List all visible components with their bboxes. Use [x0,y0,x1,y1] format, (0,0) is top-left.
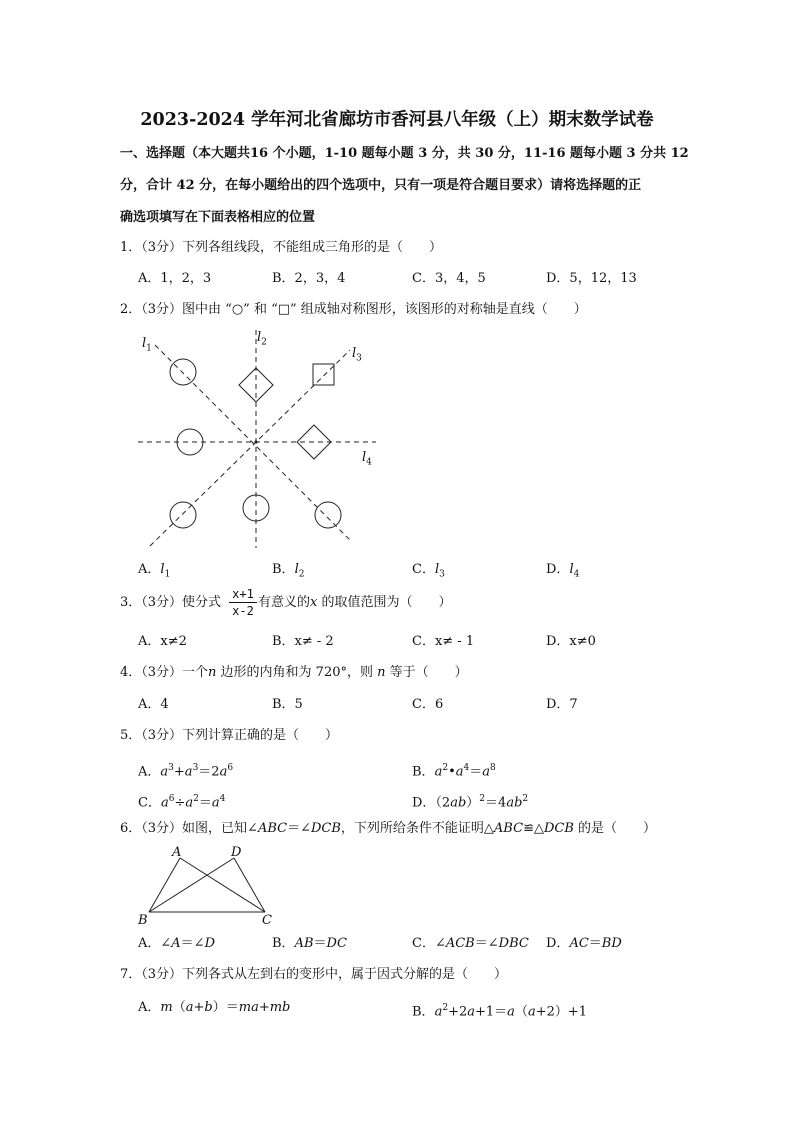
circle-shape-top-left [170,359,196,385]
section-heading-line1: 一、选择题（本大题共16 个小题，1-10 题每小题 3 分，共 30 分，11-16 题每小题 3 分共 12 [120,146,689,161]
q3-stem-prefix: 3．（3分）使分式 [120,595,222,610]
q3-fraction-denominator: x-2 [232,604,254,618]
q5-option-c: C．$a^6\div a^2=a^4$ [138,794,226,811]
axes-center-point [254,440,257,443]
q3-option-b: B．x≠ - 2 [272,634,334,649]
q2-option-b: B．$l_2$ [272,562,305,580]
circle-shape-bottom [243,495,269,521]
q3-fraction-numerator: x+1 [232,587,254,601]
q1-option-a: A．1，2，3 [138,271,212,286]
q3-option-d: D．x≠0 [546,634,596,649]
q4-stem: 4．（3分）一个n 边形的内角和为 720°，则 n 等于（ ） [120,665,468,680]
q3-stem-suffix: 有意义的x 的取值范围为（ ） [258,595,452,610]
section-heading-line2: 分，合计 42 分，在每小题给出的四个选项中，只有一项是符合题目要求）请将选择题的正 [120,178,642,193]
fig-label-l3: $l_3$ [352,346,362,364]
q1-stem: 1．（3分）下列各组线段，不能组成三角形的是（ ） [120,240,443,255]
q3-option-c: C．x≠ - 1 [412,634,475,649]
q1-option-d: D．5，12，13 [546,271,637,286]
segment-bd [149,858,234,912]
fig-label-l4: $l_4$ [362,450,372,468]
q5-option-b: B．$a^2•a^4=a^8$ [412,763,496,780]
q4-option-d: D．7 [546,697,578,712]
q5-option-d: D．$(2ab)^2=4ab^2$ [412,794,529,811]
q7-option-a: A．m（a+b）＝ma+mb [138,1000,291,1015]
segment-dc [234,858,265,912]
circle-shape-bottom-left [170,502,196,528]
segment-ac [180,858,265,912]
paper-title: 2023-2024 学年河北省廊坊市香河县八年级（上）期末数学试卷 [140,110,654,130]
q4-option-c: C．6 [412,697,444,712]
q1-option-c: C．3，4，5 [412,271,486,286]
axis-l3-line [150,350,350,546]
vertex-label-a: A [172,845,182,860]
circle-shape-bottom-right [315,502,341,528]
diamond-shape-top [239,368,273,402]
q3-option-a: A．x≠2 [138,634,187,649]
q6-option-b: B．AB＝DC [272,936,347,951]
q6-option-c: C．∠ACB＝∠DBC [412,936,529,951]
fig-label-l1: $l_1$ [142,336,152,354]
q2-option-d: D．$l_4$ [546,562,580,580]
circle-shape-left [177,429,203,455]
vertex-label-c: C [262,913,272,928]
fig-label-l2: $l_2$ [257,330,267,348]
axis-l1-line [155,345,352,542]
diamond-shape-right [297,425,331,459]
q2-option-a: A．$l_1$ [138,562,171,580]
section-heading-line3: 确选项填写在下面表格相应的位置 [120,210,316,225]
q6-option-d: D．AC＝BD [546,936,622,951]
q4-option-b: B．5 [272,697,303,712]
square-shape-top-right [313,364,334,385]
q2-stem: 2．（3分）图中由 “○” 和 “□” 组成轴对称图形，该图形的对称轴是直线（ ） [120,302,587,317]
q6-option-a: A．∠A＝∠D [138,936,216,951]
q7-stem: 7．（3分）下列各式从左到右的变形中，属于因式分解的是（ ） [120,967,508,982]
q2-option-c: C．$l_3$ [412,562,445,580]
q5-option-a: A．$a^3+a^3=2a^6$ [138,763,234,780]
vertex-label-b: B [138,913,148,928]
vertex-label-d: D [231,845,242,860]
q4-option-a: A．4 [138,697,169,712]
q6-stem: 6．（3分）如图，已知∠ABC＝∠DCB，下列所给条件不能证明△ABC≌△DCB 的是（ ） [120,821,657,836]
q5-stem: 5．（3分）下列计算正确的是（ ） [120,728,339,743]
q3-fraction-bar [229,602,257,603]
segment-ba [149,858,180,912]
q7-option-b: B．$a^2+2a+1=a(a+2)+1$ [412,1003,588,1020]
q1-option-b: B．2，3，4 [272,271,346,286]
